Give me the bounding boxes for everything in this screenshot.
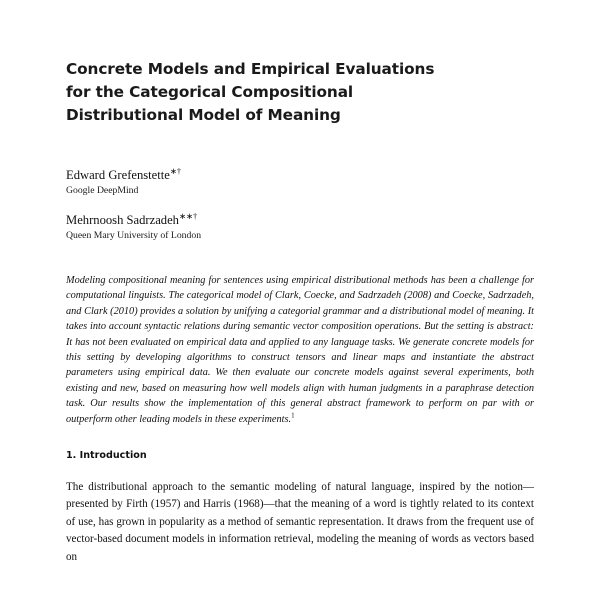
author-entry (66, 167, 534, 198)
abstract-footnote-marker: 1 (291, 411, 295, 420)
author-name (66, 212, 534, 228)
author-list (66, 167, 534, 243)
section-heading-introduction: 1. Introduction (66, 450, 147, 462)
author-entry (66, 212, 534, 243)
title-line-1: Concrete Models and Empirical Evaluations (66, 60, 435, 78)
title-line-3: Distributional Model of Meaning (66, 106, 341, 124)
author-marker: ∗∗† (178, 211, 198, 221)
author-name (66, 167, 534, 183)
page-title (66, 58, 534, 127)
introduction-paragraph: The distributional approach to the semantic modeling of natural language, inspired by the notion—presented by Firth (1957) and Harris (1968)—that the meaning of a word is tightly related to its context of use, has grown in popularity as a method of semantic representation. It draws from the frequent use of vector-based document models in information retrieval, modeling the meaning of words as vectors based on (66, 481, 534, 563)
title-line-2: for the Categorical Compositional (66, 83, 354, 101)
author-affiliation: Google DeepMind (66, 185, 139, 196)
abstract-text: Modeling compositional meaning for sentences using empirical distributional methods has been a challenge for computational linguists. The categorical model of Clark, Coecke, and Sadrzadeh (2008) and Coecke, Sadrzadeh, and Clark (2010) provides a solution by unifying a categorial grammar and a distributional model of meaning. It takes into account syntactic relations during semantic vector composition operations. But the setting is abstract: It has not been evaluated on empirical data and applied to any language tasks. We generate concrete models for this setting by developing algorithms to construct tensors and linear maps and instantiate the abstract parameters using empirical data. We then evaluate our concrete models against several experiments, both existing and new, based on measuring how well models align with human judgments in a paraphrase detection task. Our results show the implementation of this general abstract framework to perform on par with or outperform other leading models in these experiments. (66, 275, 534, 425)
author-name-text: Edward Grefenstette (66, 168, 170, 182)
author-marker: ∗† (169, 166, 182, 176)
author-affiliation: Queen Mary University of London (66, 230, 202, 241)
abstract (66, 273, 534, 427)
author-name-text: Mehrnoosh Sadrzadeh (66, 213, 179, 227)
